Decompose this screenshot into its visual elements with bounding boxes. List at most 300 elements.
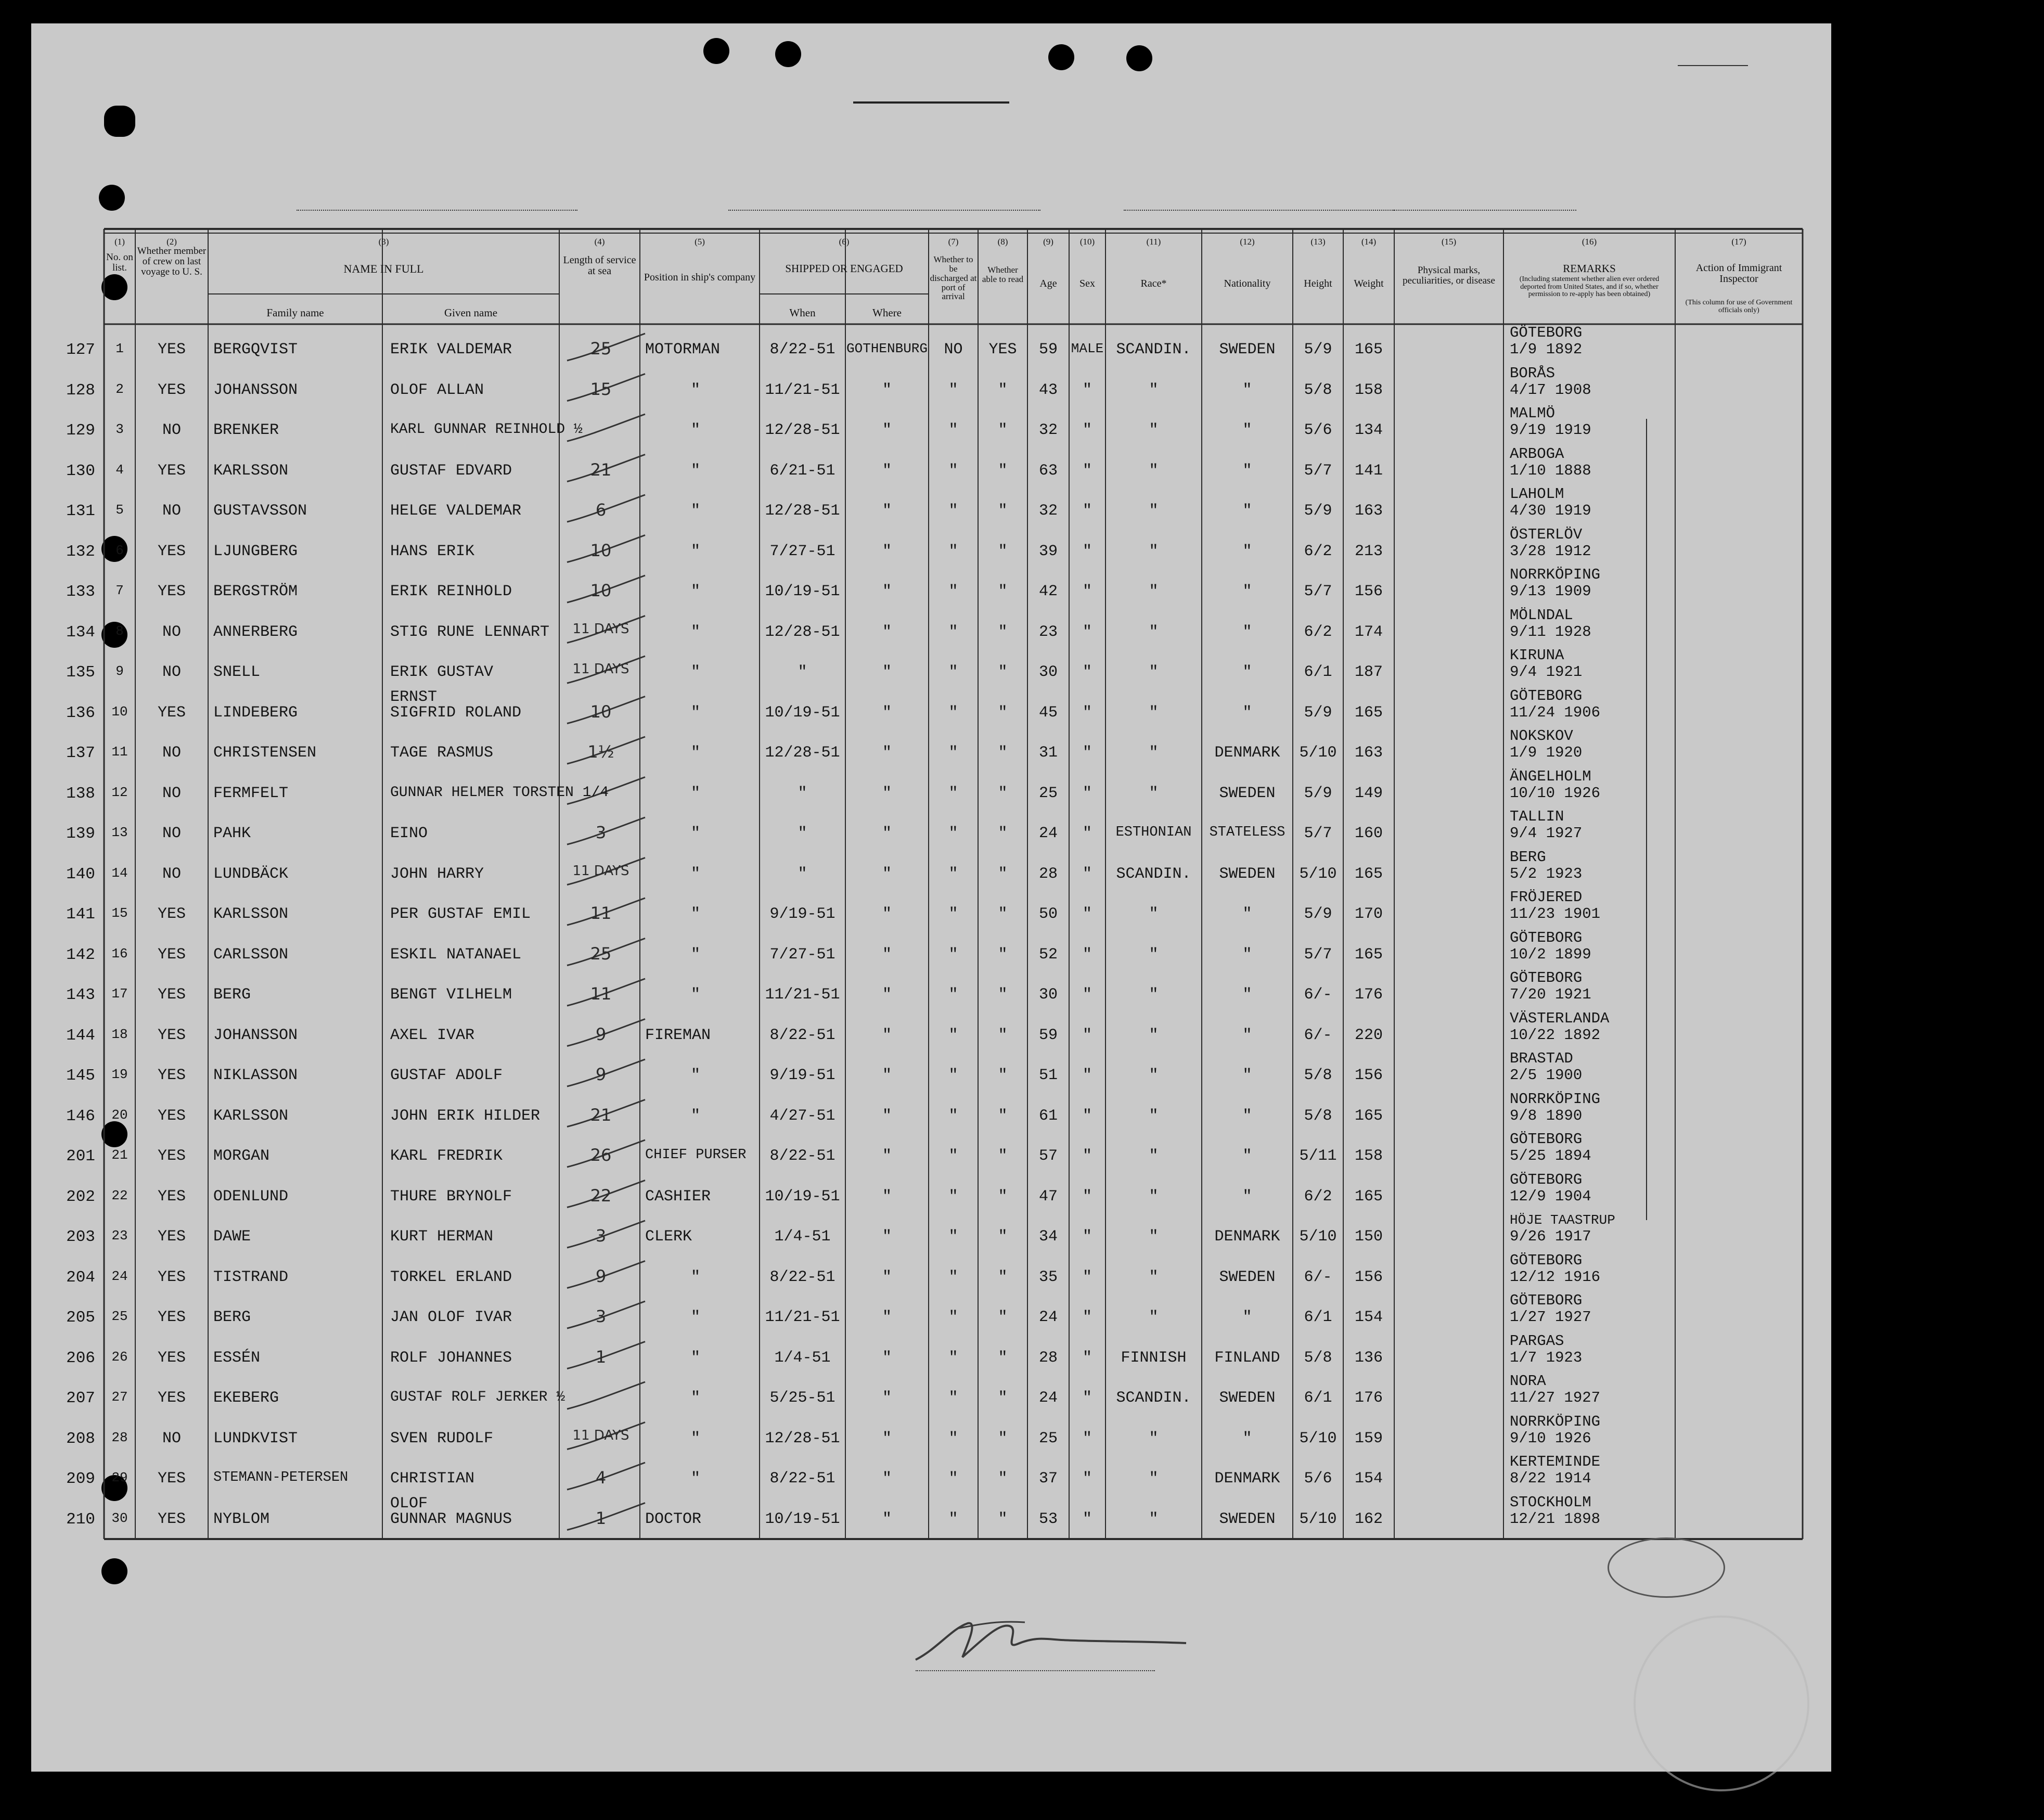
- row-reference-number: 206: [66, 1349, 95, 1367]
- row-reference-number: 137: [66, 744, 95, 762]
- row-birth-date: 5/2 1923: [1510, 865, 1583, 882]
- row-position: ": [691, 1067, 701, 1084]
- row-weight: 163: [1354, 744, 1383, 762]
- row-birth-date: 1/27 1927: [1510, 1309, 1591, 1326]
- row-shipped-where: ": [882, 1107, 892, 1125]
- row-birthplace: GÖTEBORG: [1510, 1171, 1583, 1188]
- row-sex: ": [1082, 1187, 1092, 1206]
- row-age: 24: [1038, 1389, 1058, 1407]
- row-age: 51: [1038, 1067, 1058, 1084]
- row-length-of-service: 10: [590, 540, 612, 560]
- row-shipped-where: ": [882, 1309, 892, 1326]
- row-weight: 176: [1354, 1389, 1383, 1407]
- row-race: ": [1149, 421, 1159, 439]
- row-shipped-when: 8/22-51: [769, 1268, 835, 1286]
- row-able-to-read: ": [998, 1147, 1008, 1165]
- row-number: 8: [115, 623, 124, 639]
- row-sex: ": [1082, 1026, 1092, 1044]
- row-position: CHIEF PURSER: [645, 1147, 747, 1163]
- row-position: ": [691, 542, 701, 560]
- row-discharged: ": [948, 381, 958, 399]
- row-birth-date: 1/9 1920: [1510, 744, 1583, 761]
- row-race: ": [1149, 784, 1159, 802]
- row-discharged: ": [948, 865, 958, 883]
- row-reference-number: 140: [66, 865, 95, 883]
- row-previous-voyage: YES: [157, 583, 186, 600]
- row-birth-date: 1/9 1892: [1510, 341, 1583, 358]
- row-race: SCANDIN.: [1116, 1389, 1191, 1407]
- row-family-name: CHRISTENSEN: [213, 744, 317, 762]
- row-number: 21: [111, 1147, 128, 1163]
- row-birthplace: FRÖJERED: [1510, 889, 1583, 906]
- row-age: 53: [1038, 1510, 1058, 1528]
- row-shipped-when: 11/21-51: [765, 986, 840, 1004]
- row-birthplace: BERG: [1510, 848, 1546, 866]
- row-number: 20: [111, 1107, 128, 1123]
- row-previous-voyage: YES: [157, 703, 186, 722]
- row-race: ": [1149, 1228, 1159, 1246]
- row-weight: 176: [1354, 986, 1383, 1004]
- row-shipped-when: 4/27-51: [769, 1107, 835, 1125]
- row-birthplace: NORA: [1510, 1373, 1546, 1390]
- row-able-to-read: ": [998, 1309, 1008, 1326]
- row-given-name: GUSTAF ADOLF: [390, 1067, 503, 1084]
- row-height: 5/10: [1299, 1228, 1337, 1246]
- row-position: ": [691, 421, 701, 439]
- row-birth-date: 7/20 1921: [1510, 986, 1591, 1003]
- row-length-of-service: 3: [595, 1306, 607, 1326]
- row-position: ": [691, 825, 701, 842]
- row-weight: 220: [1354, 1026, 1383, 1044]
- row-given-name-extra: OLOF: [390, 1494, 428, 1513]
- row-birthplace: VÄSTERLANDA: [1510, 1009, 1610, 1027]
- col-shipped-number: (6): [839, 237, 850, 247]
- row-discharged: ": [948, 1187, 958, 1206]
- row-weight: 170: [1354, 905, 1383, 923]
- row-position: ": [691, 945, 701, 964]
- row-given-name: THURE BRYNOLF: [390, 1187, 512, 1206]
- row-race: SCANDIN.: [1116, 341, 1191, 358]
- row-birthplace: GÖTEBORG: [1510, 1251, 1583, 1269]
- row-shipped-when: 8/22-51: [769, 1026, 835, 1044]
- row-sex: ": [1082, 663, 1092, 681]
- row-sex: ": [1082, 1268, 1092, 1286]
- row-sex: ": [1082, 1510, 1092, 1528]
- row-nationality: DENMARK: [1214, 744, 1280, 762]
- col-previous-voyage-number: (2): [166, 237, 177, 247]
- row-previous-voyage: YES: [157, 945, 186, 964]
- row-number: 30: [111, 1510, 128, 1526]
- row-length-of-service: 15: [590, 379, 612, 399]
- row-shipped-when: 10/19-51: [765, 703, 840, 722]
- row-previous-voyage: YES: [157, 341, 186, 358]
- row-birth-date: 9/4 1927: [1510, 825, 1583, 842]
- row-discharged: ": [948, 1026, 958, 1044]
- row-age: 30: [1038, 986, 1058, 1004]
- row-sex: ": [1082, 784, 1092, 802]
- row-shipped-when: 7/27-51: [769, 542, 835, 560]
- row-length-of-service: 11 DAYS: [572, 863, 629, 879]
- row-previous-voyage: YES: [157, 381, 186, 399]
- row-number: 27: [111, 1389, 128, 1405]
- row-reference-number: 202: [66, 1187, 95, 1206]
- row-weight: 159: [1354, 1429, 1383, 1447]
- row-birth-date: 10/22 1892: [1510, 1026, 1601, 1044]
- row-given-name: KARL FREDRIK: [390, 1147, 503, 1165]
- row-shipped-where: ": [882, 1429, 892, 1447]
- row-birth-date: 10/10 1926: [1510, 784, 1601, 802]
- row-sex: ": [1082, 502, 1092, 520]
- row-height: 5/6: [1304, 1470, 1332, 1488]
- row-length-of-service: 11: [590, 984, 612, 1004]
- row-previous-voyage: NO: [162, 784, 181, 802]
- row-position: FIREMAN: [645, 1026, 711, 1044]
- row-discharged: ": [948, 1429, 958, 1447]
- row-number: 22: [111, 1187, 128, 1203]
- row-weight: 156: [1354, 1067, 1383, 1084]
- row-race: ": [1149, 945, 1159, 964]
- row-discharged: ": [948, 1510, 958, 1528]
- row-age: 61: [1038, 1107, 1058, 1125]
- row-birthplace: LAHOLM: [1510, 485, 1564, 503]
- row-length-of-service: 6: [595, 500, 607, 520]
- row-race: ": [1149, 1510, 1159, 1528]
- col-weight: Weight: [1354, 278, 1384, 289]
- row-height: 5/10: [1299, 865, 1337, 883]
- row-shipped-when: 10/19-51: [765, 583, 840, 600]
- row-reference-number: 204: [66, 1268, 95, 1287]
- row-able-to-read: ": [998, 1470, 1008, 1488]
- row-birth-date: 10/2 1899: [1510, 945, 1591, 963]
- row-nationality: ": [1242, 663, 1252, 681]
- row-length-of-service: 9: [595, 1024, 607, 1044]
- row-race: ": [1149, 583, 1159, 600]
- col-length-of-service: Length of service at sea: [563, 254, 636, 277]
- row-nationality: ": [1242, 1147, 1252, 1165]
- row-birth-date: 4/30 1919: [1510, 502, 1591, 519]
- col-name-number: (3): [378, 237, 389, 247]
- row-given-name: ERIK GUSTAV: [390, 663, 494, 681]
- row-able-to-read: ": [998, 583, 1008, 600]
- row-weight: 165: [1354, 1107, 1383, 1125]
- col-nationality: Nationality: [1224, 278, 1271, 289]
- row-nationality: SWEDEN: [1219, 1268, 1276, 1286]
- row-sex: ": [1082, 905, 1092, 923]
- row-able-to-read: ": [998, 1349, 1008, 1367]
- row-given-name: KURT HERMAN: [390, 1228, 494, 1246]
- row-family-name: EKEBERG: [213, 1389, 279, 1407]
- col-race: Race*: [1140, 278, 1167, 289]
- row-age: 28: [1038, 1349, 1058, 1367]
- row-height: 6/2: [1304, 623, 1332, 641]
- row-shipped-where: ": [882, 1470, 892, 1488]
- row-length-of-service: 21: [590, 459, 612, 480]
- row-number: 18: [111, 1026, 128, 1042]
- row-family-name: ANNERBERG: [213, 623, 298, 641]
- row-number: 10: [111, 703, 128, 720]
- row-sex: ": [1082, 623, 1092, 641]
- row-nationality: ": [1242, 502, 1252, 520]
- col-physical-marks-number: (15): [1441, 237, 1457, 247]
- row-discharged: ": [948, 945, 958, 964]
- initials-stamp: [1608, 1537, 1725, 1598]
- row-sex: ": [1082, 945, 1092, 964]
- row-sex: ": [1082, 1228, 1092, 1246]
- row-race: ": [1149, 1107, 1159, 1125]
- row-position: ": [691, 865, 701, 883]
- row-given-name: GUNNAR HELMER TORSTEN 1/4: [390, 784, 609, 801]
- row-race: ": [1149, 1429, 1159, 1447]
- row-reference-number: 133: [66, 583, 95, 601]
- row-previous-voyage: YES: [157, 1470, 186, 1488]
- row-race: ": [1149, 1067, 1159, 1084]
- row-family-name: MORGAN: [213, 1147, 270, 1165]
- row-able-to-read: ": [998, 703, 1008, 722]
- row-sex: ": [1082, 1067, 1092, 1084]
- row-given-name: TORKEL ERLAND: [390, 1268, 512, 1286]
- row-sex: ": [1082, 381, 1092, 399]
- row-length-of-service: 11 DAYS: [572, 661, 629, 677]
- row-position: ": [691, 663, 701, 681]
- row-shipped-when: ": [798, 825, 807, 842]
- row-discharged: ": [948, 986, 958, 1004]
- row-family-name: ODENLUND: [213, 1187, 289, 1206]
- row-birthplace: NORRKÖPING: [1510, 1090, 1601, 1108]
- row-sex: ": [1082, 1309, 1092, 1326]
- row-given-name: ERIK REINHOLD: [390, 583, 512, 600]
- row-reference-number: 208: [66, 1429, 95, 1448]
- row-previous-voyage: YES: [157, 542, 186, 560]
- row-discharged: ": [948, 663, 958, 681]
- row-position: CASHIER: [645, 1187, 711, 1206]
- row-position: ": [691, 1268, 701, 1286]
- row-family-name: CARLSSON: [213, 945, 289, 964]
- row-age: 37: [1038, 1470, 1058, 1488]
- row-birthplace: KERTEMINDE: [1510, 1453, 1601, 1470]
- row-number: 5: [115, 502, 124, 518]
- row-discharged: ": [948, 1349, 958, 1367]
- row-length-of-service: 4: [595, 1468, 607, 1488]
- row-discharged: ": [948, 1147, 958, 1165]
- row-previous-voyage: NO: [162, 421, 181, 439]
- row-height: 6/-: [1304, 1268, 1332, 1286]
- row-previous-voyage: YES: [157, 462, 186, 480]
- col-age: Age: [1039, 278, 1057, 289]
- row-length-of-service: 22: [590, 1185, 612, 1206]
- row-previous-voyage: NO: [162, 744, 181, 762]
- row-given-name: JOHN ERIK HILDER: [390, 1107, 541, 1125]
- row-sex: ": [1082, 744, 1092, 762]
- col-shipped-engaged: SHIPPED OR ENGAGED: [785, 262, 903, 275]
- row-shipped-when: 12/28-51: [765, 502, 840, 520]
- row-length-of-service: 3: [595, 1226, 607, 1246]
- row-height: 5/10: [1299, 1510, 1337, 1528]
- row-family-name: BRENKER: [213, 421, 279, 439]
- row-length-of-service: 11: [590, 903, 612, 923]
- row-discharged: ": [948, 1309, 958, 1326]
- row-birthplace: NOKSKOV: [1510, 727, 1573, 745]
- row-number: 1: [115, 341, 124, 356]
- row-number: 9: [115, 663, 124, 679]
- row-shipped-where: GOTHENBURG: [846, 341, 928, 356]
- row-height: 5/6: [1304, 421, 1332, 439]
- row-position: ": [691, 1470, 701, 1488]
- row-reference-number: 130: [66, 462, 95, 480]
- row-shipped-when: 10/19-51: [765, 1187, 840, 1206]
- row-race: ": [1149, 986, 1159, 1004]
- row-position: ": [691, 623, 701, 641]
- row-birthplace: GÖTEBORG: [1510, 929, 1583, 946]
- row-nationality: DENMARK: [1214, 1228, 1280, 1246]
- row-length-of-service: 10: [590, 701, 612, 722]
- row-given-name-extra: ERNST: [390, 688, 438, 706]
- row-weight: 156: [1354, 1268, 1383, 1286]
- row-sex: ": [1082, 986, 1092, 1004]
- row-nationality: SWEDEN: [1219, 784, 1276, 802]
- row-shipped-when: 9/19-51: [769, 905, 835, 923]
- row-height: 6/1: [1304, 1309, 1332, 1326]
- row-given-name: CHRISTIAN: [390, 1470, 475, 1488]
- row-given-name: HANS ERIK: [390, 542, 475, 560]
- row-number: 15: [111, 905, 128, 921]
- row-nationality: ": [1242, 462, 1252, 480]
- row-shipped-where: ": [882, 1510, 892, 1528]
- row-birthplace: PARGAS: [1510, 1332, 1564, 1350]
- row-nationality: DENMARK: [1214, 1470, 1280, 1488]
- row-discharged: ": [948, 421, 958, 439]
- row-height: 6/2: [1304, 1187, 1332, 1206]
- row-discharged: ": [948, 905, 958, 923]
- row-previous-voyage: YES: [157, 1187, 186, 1206]
- row-given-name: SIGFRID ROLAND: [390, 703, 522, 722]
- row-family-name: ESSÉN: [213, 1349, 261, 1367]
- row-shipped-where: ": [882, 1389, 892, 1407]
- row-family-name: LUNDKVIST: [213, 1429, 298, 1447]
- row-nationality: ": [1242, 703, 1252, 722]
- row-number: 16: [111, 945, 128, 962]
- row-length-of-service: 21: [590, 1105, 612, 1125]
- row-family-name: LJUNGBERG: [213, 542, 298, 560]
- row-reference-number: 143: [66, 986, 95, 1004]
- row-given-name: STIG RUNE LENNART: [390, 623, 550, 641]
- row-family-name: BERG: [213, 1309, 251, 1326]
- row-able-to-read: ": [998, 462, 1008, 480]
- col-no-on-list: No. on list.: [106, 252, 133, 273]
- row-height: 6/1: [1304, 663, 1332, 681]
- row-height: 5/7: [1304, 945, 1332, 964]
- row-nationality: ": [1242, 421, 1252, 439]
- row-previous-voyage: NO: [162, 865, 181, 883]
- row-birth-date: 11/27 1927: [1510, 1389, 1601, 1406]
- row-number: 14: [111, 865, 128, 881]
- row-previous-voyage: NO: [162, 1429, 181, 1447]
- row-race: ": [1149, 1026, 1159, 1044]
- row-length-of-service: 1½: [587, 742, 614, 762]
- row-length-of-service: 25: [590, 339, 612, 358]
- col-action-note: (This column for use of Government officials only): [1685, 299, 1793, 314]
- row-age: 59: [1038, 1026, 1058, 1044]
- row-birth-date: 12/12 1916: [1510, 1268, 1601, 1286]
- row-able-to-read: ": [998, 381, 1008, 399]
- row-position: ": [691, 986, 701, 1004]
- row-given-name: HELGE VALDEMAR: [390, 502, 522, 520]
- row-shipped-where: ": [882, 1268, 892, 1286]
- row-able-to-read: ": [998, 421, 1008, 439]
- manifest-sheet: [31, 23, 1831, 1772]
- row-birthplace: GÖTEBORG: [1510, 969, 1583, 986]
- row-discharged: ": [948, 825, 958, 842]
- row-previous-voyage: NO: [162, 825, 181, 842]
- row-able-to-read: ": [998, 542, 1008, 560]
- row-able-to-read: ": [998, 502, 1008, 520]
- col-given-name: Given name: [444, 306, 498, 319]
- row-weight: 174: [1354, 623, 1383, 641]
- row-able-to-read: YES: [988, 341, 1017, 358]
- row-birthplace: HÖJE TAASTRUP: [1510, 1212, 1615, 1228]
- row-able-to-read: ": [998, 623, 1008, 641]
- row-position: ": [691, 583, 701, 600]
- row-given-name: GUSTAF ROLF JERKER ½: [390, 1389, 565, 1405]
- row-previous-voyage: NO: [162, 502, 181, 520]
- row-previous-voyage: YES: [157, 986, 186, 1004]
- row-nationality: ": [1242, 583, 1252, 600]
- row-reference-number: 141: [66, 905, 95, 924]
- row-nationality: SWEDEN: [1219, 1510, 1276, 1528]
- row-given-name: EINO: [390, 825, 428, 842]
- row-reference-number: 207: [66, 1389, 95, 1407]
- row-able-to-read: ": [998, 945, 1008, 964]
- row-reference-number: 201: [66, 1147, 95, 1165]
- row-weight: 163: [1354, 502, 1383, 520]
- row-position: ": [691, 1107, 701, 1125]
- row-reference-number: 139: [66, 825, 95, 843]
- row-race: ": [1149, 381, 1159, 399]
- row-family-name: STEMANN-PETERSEN: [213, 1470, 349, 1485]
- row-previous-voyage: YES: [157, 1107, 186, 1125]
- row-race: ": [1149, 462, 1159, 480]
- row-race: ": [1149, 905, 1159, 923]
- row-height: 6/1: [1304, 1389, 1332, 1407]
- row-nationality: SWEDEN: [1219, 865, 1276, 883]
- row-age: 25: [1038, 1429, 1058, 1447]
- row-weight: 160: [1354, 825, 1383, 842]
- col-age-number: (9): [1043, 237, 1053, 247]
- row-sex: ": [1082, 583, 1092, 600]
- col-remarks-number: (16): [1582, 237, 1597, 247]
- row-family-name: LINDEBERG: [213, 703, 298, 722]
- row-nationality: SWEDEN: [1219, 341, 1276, 358]
- row-birth-date: 9/10 1926: [1510, 1429, 1591, 1447]
- row-age: 63: [1038, 462, 1058, 480]
- row-weight: 165: [1354, 341, 1383, 358]
- row-birth-date: 4/17 1908: [1510, 381, 1591, 399]
- row-birthplace: ARBOGA: [1510, 445, 1564, 463]
- col-sex-number: (10): [1079, 237, 1095, 247]
- row-shipped-where: ": [882, 502, 892, 520]
- row-discharged: NO: [944, 341, 963, 358]
- col-sex: Sex: [1079, 278, 1095, 289]
- row-birthplace: NORRKÖPING: [1510, 566, 1601, 583]
- row-height: 5/9: [1304, 341, 1332, 358]
- row-shipped-when: 11/21-51: [765, 381, 840, 399]
- row-nationality: ": [1242, 623, 1252, 641]
- row-length-of-service: 10: [590, 581, 612, 600]
- row-able-to-read: ": [998, 1389, 1008, 1407]
- row-length-of-service: 11 DAYS: [572, 1427, 629, 1443]
- row-family-name: BERGSTRÖM: [213, 583, 298, 600]
- row-shipped-when: 1/4-51: [774, 1228, 831, 1246]
- row-family-name: KARLSSON: [213, 462, 289, 480]
